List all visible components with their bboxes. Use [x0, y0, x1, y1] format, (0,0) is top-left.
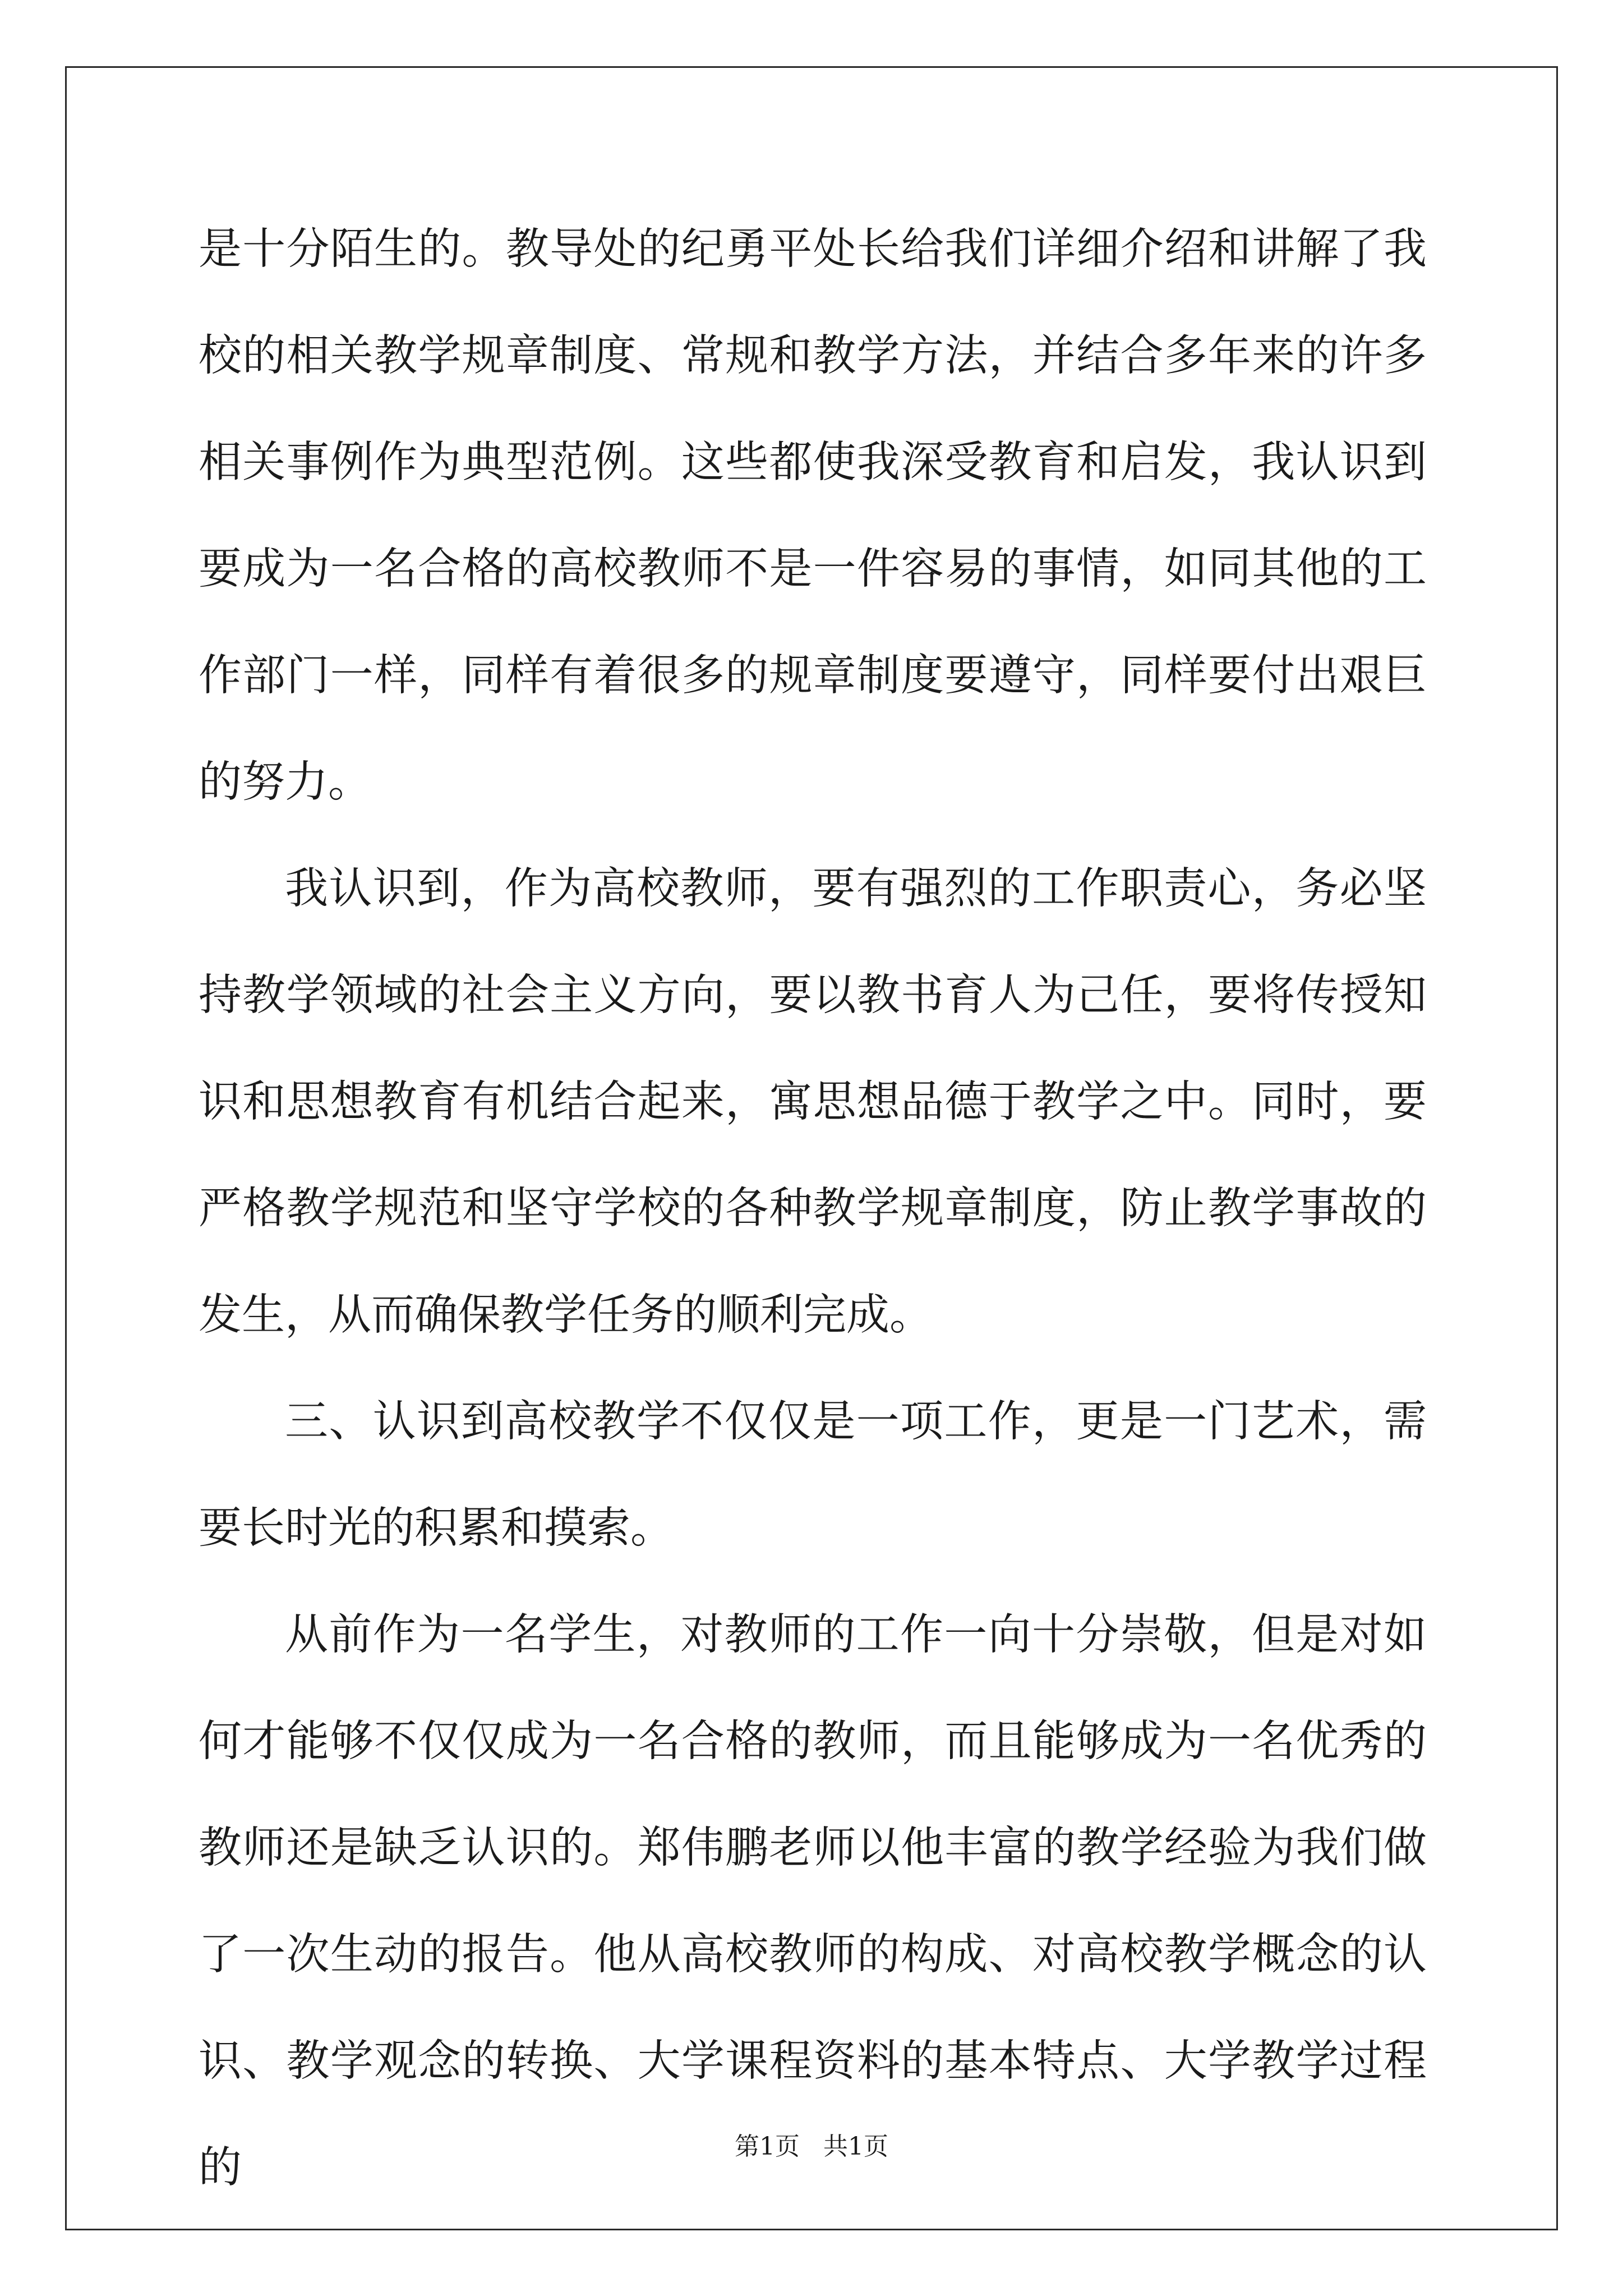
page-number: 第1页 [735, 2132, 800, 2161]
paragraph-3: 三、认识到高校教学不仅仅是一项工作，更是一门艺术，需要长时光的积累和摸索。 [199, 1397, 1427, 1553]
paragraph-4: 从前作为一名学生，对教师的工作一向十分崇敬，但是对如何才能够不仅仅成为一名合格的教师，而且能够成为一名优秀的教师还是缺乏认识的。郑伟鹏老师以他丰富的教学经验为我们做了一次生动的报告。他从高校教师的构成、对高校教学概念的认识、教学观念的转换、大学课程资料的基本特点、大学教学过程的 [199, 1610, 1427, 2193]
paragraph-2: 我认识到，作为高校教师，要有强烈的工作职责心，务必坚持教学领域的社会主义方向，要以教书育人为己任，要将传授知识和思想教育有机结合起来，寓思想品德于教学之中。同时，要严格教学规范和坚守学校的各种教学规章制度，防止教学事故的发生，从而确保教学任务的顺利完成。 [199, 864, 1427, 1340]
paragraph-1: 是十分陌生的。教导处的纪勇平处长给我们详细介绍和讲解了我校的相关教学规章制度、常规和教学方法，并结合多年来的许多相关事例作为典型范例。这些都使我深受教育和启发，我认识到要成为一名合格的高校教师不是一件容易的事情，如同其他的工作部门一样，同样有着很多的规章制度要遵守，同样要付出艰巨的努力。 [199, 224, 1427, 807]
document-body [199, 196, 1427, 2221]
footer-spacer [800, 2132, 823, 2161]
page-total: 共1页 [823, 2132, 888, 2161]
page-footer [0, 2126, 1623, 2162]
